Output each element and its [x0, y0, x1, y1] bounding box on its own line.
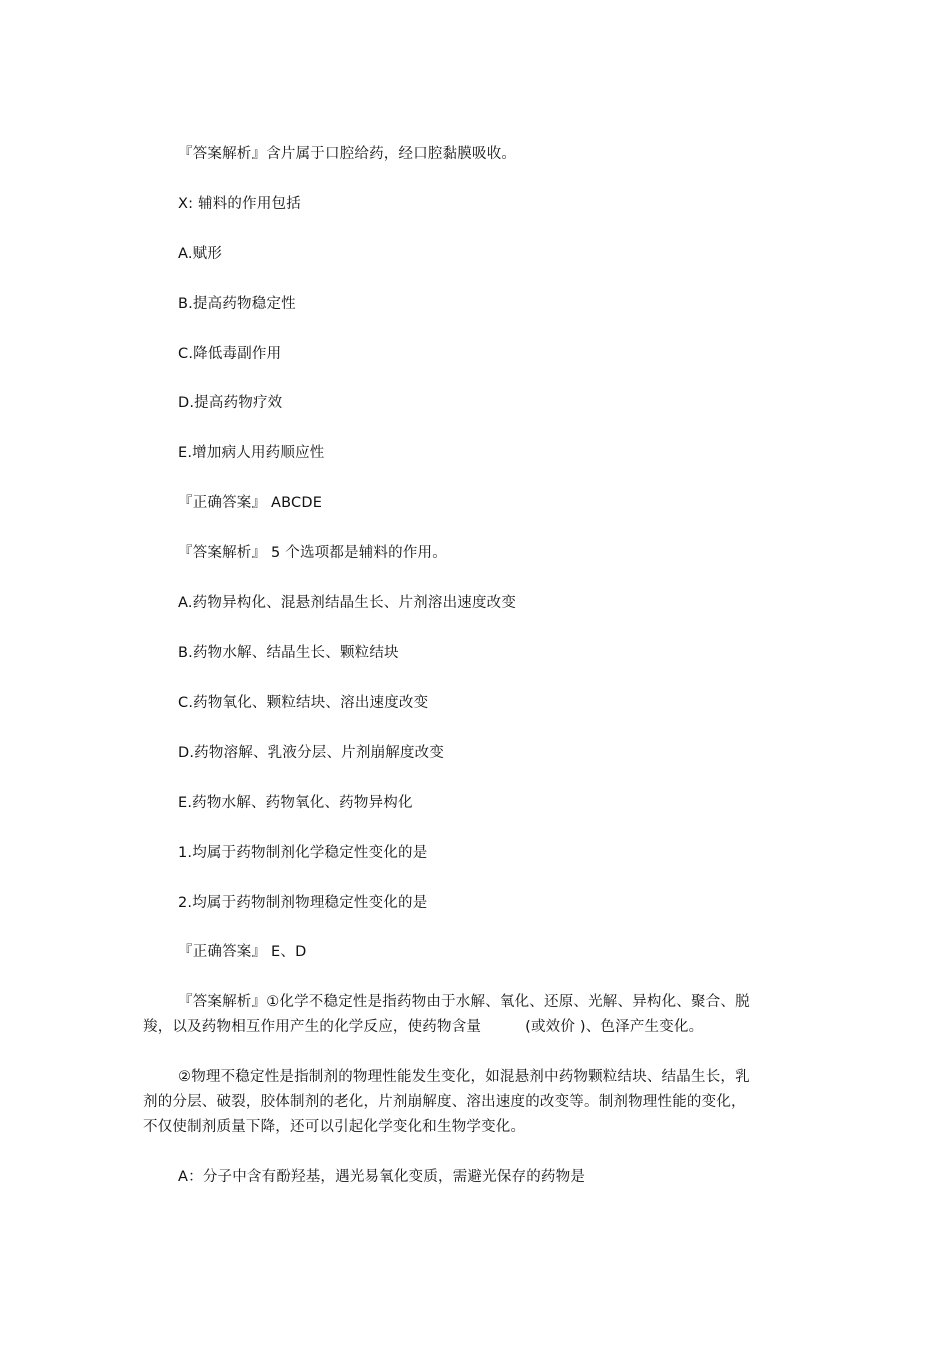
option-c: C.降低毒副作用 [178, 346, 282, 362]
answer-explanation: 『答案解析』 5 个选项都是辅料的作用。 [178, 545, 447, 561]
sub-question-2: 2.均属于药物制剂物理稳定性变化的是 [178, 895, 428, 911]
explanation-chemical-part2: (或效价 )、色泽产生变化。 [525, 1019, 704, 1035]
correct-answer: 『正确答案』 ABCDE [178, 495, 323, 511]
option-e: E.药物水解、药物氧化、药物异构化 [178, 795, 413, 811]
option-a: A.赋形 [178, 246, 223, 262]
option-a: A.药物异构化、混悬剂结晶生长、片剂溶出速度改变 [178, 595, 517, 611]
option-b: B.药物水解、结晶生长、颗粒结块 [178, 645, 399, 661]
sub-question-1: 1.均属于药物制剂化学稳定性变化的是 [178, 845, 428, 861]
question-x-stem: X: 辅料的作用包括 [178, 196, 301, 212]
answer-explanation-buccal: 『答案解析』含片属于口腔给药，经口腔黏膜吸收。 [178, 146, 517, 162]
option-d: D.提高药物疗效 [178, 395, 283, 411]
option-b: B.提高药物稳定性 [178, 296, 296, 312]
question-a-stem: A：分子中含有酚羟基，遇光易氧化变质，需避光保存的药物是 [178, 1169, 586, 1185]
explanation-chemical-instability [143, 990, 753, 1040]
correct-answer: 『正确答案』 E、D [178, 944, 307, 960]
explanation-chemical-part1: 『答案解析』①化学不稳定性是指药物由于水解、氧化、还原、光解、异构化、聚合、脱羧，以及药物相互作用产生的化学反应，使药物含量 [143, 994, 750, 1035]
explanation-physical-instability: ②物理不稳定性是指制剂的物理性能发生变化，如混悬剂中药物颗粒结块、结晶生长，乳剂的分层、破裂，胶体制剂的老化，片剂崩解度、溶出速度的改变等。制剂物理性能的变化，不仅使制剂质量下降，还可以引起化学变化和生物学变化。 [143, 1069, 750, 1135]
option-d: D.药物溶解、乳液分层、片剂崩解度改变 [178, 745, 445, 761]
option-c: C.药物氧化、颗粒结块、溶出速度改变 [178, 695, 429, 711]
option-e: E.增加病人用药顺应性 [178, 445, 325, 461]
